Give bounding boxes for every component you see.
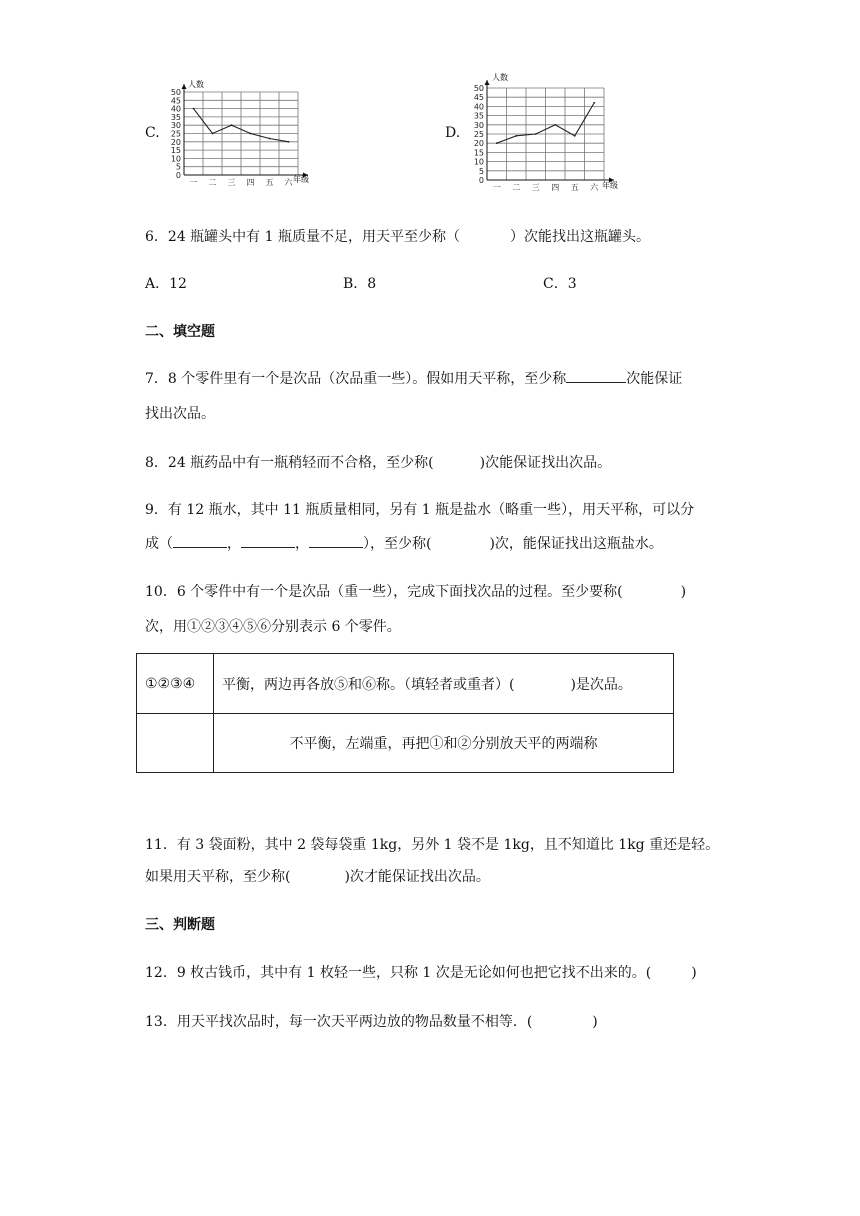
y-tick-label: 20 xyxy=(473,139,484,149)
option-c-label: C. xyxy=(145,125,160,141)
question-9-line2: 成（ ， ， ），至少称( )次，能保证找出这瓶盐水。 xyxy=(145,536,663,552)
table-cell-balanced: 平衡，两边再各放⑤和⑥称。（填轻者或重者）( )是次品。 xyxy=(214,654,674,714)
question-6: 6．24 瓶罐头中有 1 瓶质量不足，用天平至少称（ ）次能找出这瓶罐头。 xyxy=(145,229,650,245)
y-tick-label: 35 xyxy=(473,111,484,121)
x-tick-label: 二 xyxy=(208,178,217,186)
data-point xyxy=(193,108,195,110)
data-point xyxy=(496,142,498,144)
x-axis-label: 年级 xyxy=(293,175,309,184)
answer-blank[interactable] xyxy=(173,547,227,548)
y-tick-label: 15 xyxy=(170,146,181,156)
y-axis-label: 人数 xyxy=(188,80,204,89)
y-tick-label: 30 xyxy=(473,120,484,130)
y-axis-label: 人数 xyxy=(492,73,508,82)
data-point xyxy=(231,124,233,126)
answer-blank[interactable] xyxy=(309,547,363,548)
x-tick-label: 五 xyxy=(570,183,579,192)
answer-blank[interactable] xyxy=(241,547,295,548)
x-tick-label: 六 xyxy=(590,183,599,192)
data-point xyxy=(593,102,595,104)
y-tick-label: 45 xyxy=(473,93,484,103)
data-point xyxy=(554,124,556,126)
answer-blank[interactable] xyxy=(566,382,626,383)
data-point xyxy=(250,133,252,135)
x-tick-label: 五 xyxy=(265,178,274,186)
question-10: 10．6 个零件中有一个是次品（重一些），完成下面找次品的过程。至少要称( ) xyxy=(145,584,687,600)
q6-option-b: B．8 xyxy=(343,276,377,292)
x-tick-label: 六 xyxy=(284,178,293,186)
data-point xyxy=(515,135,517,137)
x-axis-label: 年级 xyxy=(602,181,618,190)
x-tick-label: 一 xyxy=(189,178,198,186)
y-tick-label: 10 xyxy=(473,157,484,167)
table-cell-empty xyxy=(137,714,214,773)
y-tick-label: 0 xyxy=(175,171,181,180)
question-10-line2: 次，用①②③④⑤⑥分别表示 6 个零件。 xyxy=(145,619,401,635)
x-tick-label: 二 xyxy=(512,183,521,192)
question-8: 8．24 瓶药品中有一瓶稍轻而不合格，至少称( )次能保证找出次品。 xyxy=(145,455,612,471)
y-tick-label: 30 xyxy=(170,121,181,131)
line-chart-c xyxy=(160,78,320,186)
y-tick-label: 15 xyxy=(473,148,484,158)
y-tick-label: 45 xyxy=(170,96,181,106)
y-axis-arrow xyxy=(485,80,490,85)
section-heading-true-false: 三、判断题 xyxy=(145,917,215,933)
question-9: 9．有 12 瓶水，其中 11 瓶质量相同，另有 1 瓶是盐水（略重一些），用天平称，可以分 xyxy=(145,502,695,518)
data-point xyxy=(535,133,537,135)
weighing-process-table xyxy=(136,653,674,773)
x-tick-label: 一 xyxy=(492,183,501,192)
x-tick-label: 四 xyxy=(551,183,560,192)
y-tick-label: 40 xyxy=(473,102,484,112)
data-point xyxy=(212,133,214,135)
y-tick-label: 50 xyxy=(170,88,181,97)
question-7: 7．8 个零件里有一个是次品（次品重一些）。假如用天平称，至少称 次能保证 xyxy=(145,371,683,387)
q6-option-c: C．3 xyxy=(543,276,577,292)
table-cell-unbalanced: 不平衡，左端重，再把①和②分别放天平的两端称 xyxy=(214,714,674,773)
y-tick-label: 0 xyxy=(478,176,484,185)
y-tick-label: 25 xyxy=(170,129,181,139)
y-tick-label: 50 xyxy=(473,84,484,93)
question-11: 11．有 3 袋面粉，其中 2 袋每袋重 1kg，另外 1 袋不是 1kg，且不知道比 1kg 重还是轻。 xyxy=(145,837,720,853)
data-point xyxy=(288,141,290,143)
question-7-line2: 找出次品。 xyxy=(145,406,215,422)
section-heading-fill-in: 二、填空题 xyxy=(145,324,215,340)
y-tick-label: 20 xyxy=(170,137,181,147)
x-tick-label: 三 xyxy=(531,183,540,192)
y-tick-label: 5 xyxy=(478,166,484,176)
data-point xyxy=(574,135,576,137)
question-12: 12．9 枚古钱币，其中有 1 枚轻一些，只称 1 次是无论如何也把它找不出来的。( ) xyxy=(145,965,697,981)
x-tick-label: 三 xyxy=(227,178,236,186)
x-tick-label: 四 xyxy=(246,178,255,186)
q6-option-a: A．12 xyxy=(145,276,187,292)
option-d-label: D. xyxy=(445,125,461,141)
y-tick-label: 35 xyxy=(170,112,181,122)
table-row xyxy=(137,654,674,714)
question-11-line2: 如果用天平称，至少称( )次才能保证找出次品。 xyxy=(145,869,490,885)
table-row xyxy=(137,714,674,773)
y-tick-label: 10 xyxy=(170,154,181,164)
table-cell-balls: ①②③④ xyxy=(137,654,214,714)
y-axis-arrow xyxy=(182,84,187,89)
y-tick-label: 25 xyxy=(473,130,484,139)
y-tick-label: 40 xyxy=(170,104,181,114)
y-tick-label: 5 xyxy=(175,162,181,172)
question-13: 13．用天平找次品时，每一次天平两边放的物品数量不相等．( ) xyxy=(145,1014,598,1030)
data-point xyxy=(269,138,271,140)
line-chart-d xyxy=(462,72,624,192)
